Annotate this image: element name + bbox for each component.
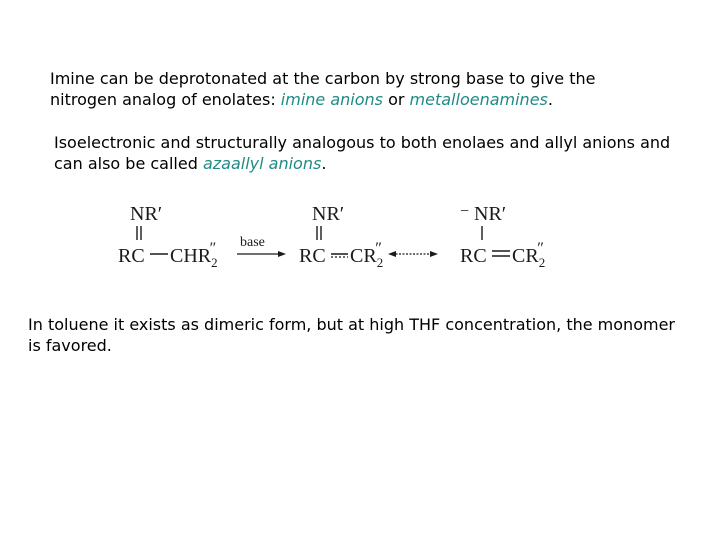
aggregation-line-1: In toluene it exists as dimeric form, but at high THF concentration, the monomer: [28, 315, 675, 334]
intro-line-2: nitrogen analog of enolates:: [50, 90, 281, 109]
isoelectronic-paragraph: [54, 132, 714, 174]
imine-substituent-label: $CHR_2''$: [170, 240, 218, 270]
imine-structure: [118, 203, 218, 270]
reagent-label: base: [240, 235, 265, 250]
term-azaallyl-anions: azaallyl anions: [202, 154, 322, 173]
aggregation-line-2: is favored.: [28, 336, 112, 355]
enamide-nitrogen-label: NR′: [474, 203, 507, 225]
term-metalloenamines: metalloenamines: [409, 90, 548, 109]
intro-or: or: [383, 90, 410, 109]
isoelectronic-period: .: [321, 154, 327, 173]
imine-carbon-label: RC: [118, 245, 145, 267]
isoelectronic-line-1: Isoelectronic and structurally analogous to both enolaes and allyl anions and: [54, 133, 671, 152]
isoelectronic-line-2: can also be called: [54, 154, 203, 173]
enamide-carbon-label: RC: [460, 245, 487, 267]
azaallyl-anion-structure: [299, 203, 383, 270]
aggregation-paragraph: [28, 314, 718, 356]
reaction-arrow: [237, 235, 286, 257]
enamide-substituent-label: $CR_2''$: [512, 240, 546, 270]
enamide-charge: −: [460, 203, 470, 220]
intro-period: .: [547, 90, 553, 109]
deprotonation-scheme: [100, 196, 570, 276]
term-imine-anions: imine anions: [280, 90, 383, 109]
anion-substituent-label: $CR_2''$: [350, 240, 384, 270]
anion-carbon-label: RC: [299, 245, 326, 267]
anion-nitrogen-label: NR′: [312, 203, 345, 225]
imine-nitrogen-label: NR′: [130, 203, 163, 225]
resonance-arrow: [388, 251, 438, 257]
intro-paragraph: [50, 68, 650, 110]
intro-line-1: Imine can be deprotonated at the carbon by strong base to give the: [50, 69, 596, 88]
enamide-structure: [460, 203, 545, 270]
